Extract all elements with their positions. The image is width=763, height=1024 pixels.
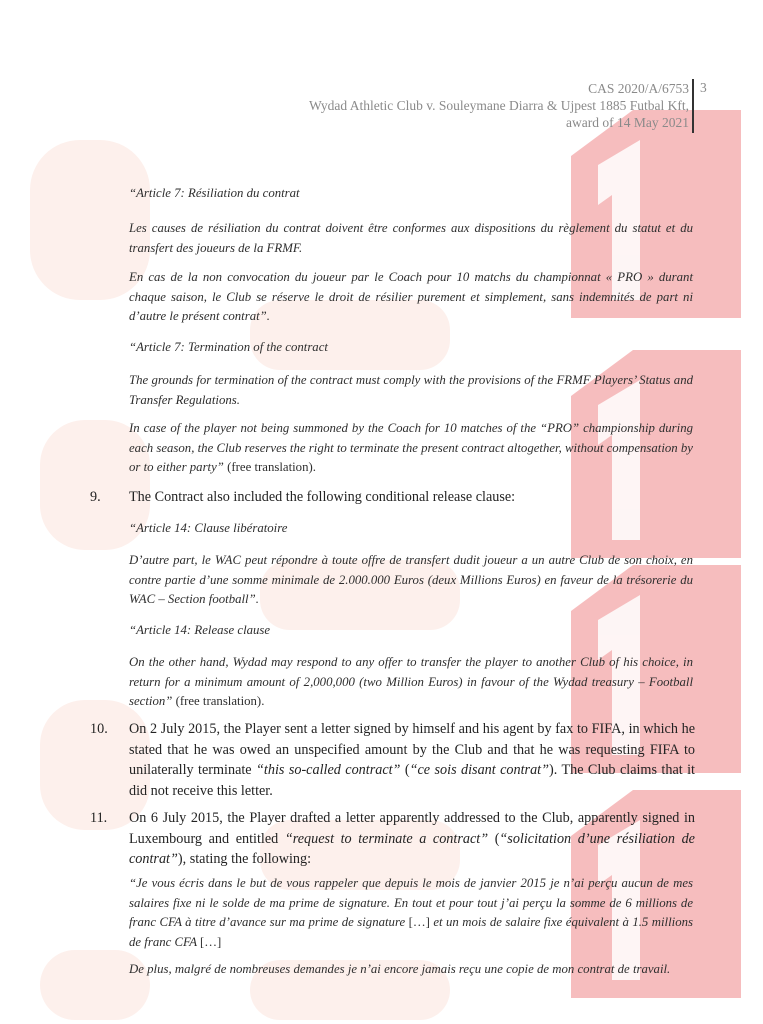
para10-quote-fr: “ce sois disant contrat”: [409, 762, 550, 778]
header-divider: [692, 79, 694, 133]
letter-p2: De plus, malgré de nombreuses demandes je n’ai encore jamais reçu une copie de mon contrat de travail.: [129, 962, 671, 976]
article7-fr-p1: Les causes de résiliation du contrat doivent être conformes aux dispositions du règlement du statut et du transfert des joueurs de la FRMF.: [129, 221, 693, 255]
para9-text: The Contract also included the following conditional release clause:: [129, 489, 516, 505]
para11-part: On 6 July 2015, the Player drafted a letter apparently addressed to the Club, apparently signed in Luxembourg and entitled: [129, 810, 695, 847]
para11-quote-en: “request to terminate a contract”: [284, 830, 489, 847]
award-date: award of 14 May 2021: [566, 115, 689, 130]
para10-part: On 2 July 2015, the Player sent a letter signed by himself and his agent by fax to FIFA, in which he stated that he was owed an unspecified amount by the Club and that he was requesting FIFA to unilaterally terminate: [129, 721, 695, 778]
para11-number: 11.: [90, 810, 108, 826]
para9-number: 9.: [90, 489, 101, 505]
ellipsis: […]: [199, 934, 222, 949]
case-number: CAS 2020/A/6753: [588, 81, 689, 96]
free-translation-note: (free translation).: [223, 460, 316, 474]
article7-fr-title: “Article 7: Résiliation du contrat: [129, 186, 300, 200]
letter-part: et un mois de salaire fixe équivalent à 1.5 millions de franc CFA: [129, 915, 693, 949]
article7-en-p2: [129, 419, 693, 478]
para10-quote-en: “this so-called contract”: [256, 762, 401, 778]
para11-part: ), stating the following:: [177, 851, 312, 867]
para10-number: 10.: [90, 721, 108, 737]
free-translation-note: (free translation).: [172, 694, 265, 708]
para11-quote-fr: “solicitation d’une résiliation de contrat”: [129, 830, 695, 867]
article14-en-p1-text: On the other hand, Wydad may respond to any offer to transfer the player to another Club of his choice, in return for a minimum amount of 2,000,000 (two Million Euros) in favour of the Wydad treasury – Football section”: [129, 655, 693, 708]
article14-fr-title: “Article 14: Clause libératoire: [129, 521, 288, 535]
para10-part: (: [400, 762, 410, 778]
article7-en-p1: The grounds for termination of the contract must comply with the provisions of the FRMF Players’ Status and Transfer Regulations.: [129, 373, 693, 407]
page-number: 3: [700, 80, 707, 95]
article7-en-title: “Article 7: Termination of the contract: [129, 340, 328, 354]
para10-part: ). The Club claims that it did not receive this letter.: [129, 762, 695, 799]
letter-part: “Je vous écris dans le but de vous rappeler que depuis le mois de janvier 2015 je n’ai perçu aucun de mes salaires fixe ni le solde de ma prime de signature. En tout et pour tout j’ai perçu la somme de 6 millions de franc CFA à titre d’avance sur ma prime de signature: [129, 876, 693, 929]
ellipsis: […]: [408, 915, 430, 929]
article14-en-p1: [129, 653, 693, 712]
case-parties: Wydad Athletic Club v. Souleymane Diarra & Ujpest 1885 Futbal Kft,: [309, 98, 689, 113]
letter-p1: [129, 874, 693, 952]
para10-text: [129, 719, 695, 801]
para11-part: (: [488, 830, 500, 847]
article14-fr-p1: D’autre part, le WAC peut répondre à toute offre de transfert dudit joueur a un autre Club de son choix, en contre partie d’une somme minimale de 2.000.000 Euros (deux Millions Euros) en faveur de la trésorerie du WAC – Section football”.: [129, 553, 693, 606]
page-header: [309, 80, 689, 131]
article7-fr-p2: En cas de la non convocation du joueur par le Coach pour 10 matchs du championnat « PRO » durant chaque saison, le Club se réserve le droit de résilier purement et simplement, sans indemnités de part ni d’autre le présent contrat”.: [129, 270, 693, 323]
para11-text: [129, 808, 695, 870]
article14-en-title: “Article 14: Release clause: [129, 623, 271, 637]
article7-en-p2-text: In case of the player not being summoned by the Coach for 10 matches of the “PRO” championship during each season, the Club reserves the right to terminate the present contract altogether, without compensation by or to either party”: [129, 421, 693, 474]
